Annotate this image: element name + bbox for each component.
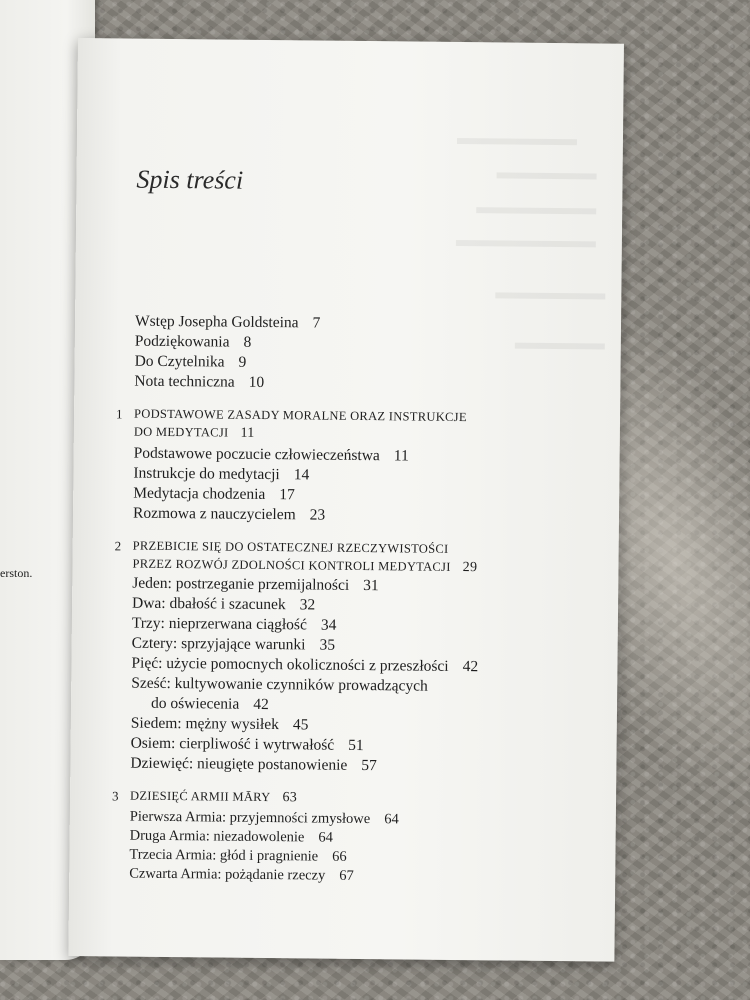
toc-title: Spis treści — [136, 164, 244, 195]
chapter-number: 2 — [114, 538, 122, 554]
toc-entry: Osiem: cierpliwość i wytrwałość 51 — [130, 734, 364, 755]
toc-entry: Czwarta Armia: pożądanie rzeczy 67 — [129, 865, 354, 884]
toc-front-item: Wstęp Josepha Goldsteina 7 — [134, 312, 321, 332]
toc-entry-continuation: do oświecenia 42 — [150, 694, 269, 714]
toc-entry: Medytacja chodzenia 17 — [133, 484, 295, 504]
chapter-title: DO MEDYTACJI 11 — [133, 424, 255, 441]
toc-entry: Trzecia Armia: głód i pragnienie 66 — [129, 846, 347, 865]
toc-entry: Cztery: sprzyjające warunki 35 — [131, 634, 336, 654]
toc-front-item: Podziękowania 8 — [134, 332, 252, 351]
chapter-title: DZIESIĘĆ ARMII MĀRY 63 — [129, 788, 298, 806]
toc-entry: Sześć: kultywowanie czynników prowadzących — [131, 674, 428, 695]
toc-entry: Jeden: postrzeganie przemijalności 31 — [132, 574, 379, 595]
book-page — [68, 38, 624, 962]
toc-entry: Pierwsza Armia: przyjemności zmysłowe 64 — [129, 808, 399, 828]
toc-entry: Dziewięć: nieugięte postanowienie 57 — [130, 754, 377, 775]
toc-entry: Siedem: mężny wysiłek 45 — [130, 714, 309, 734]
toc-entry: Instrukcje do medytacji 14 — [133, 464, 310, 484]
toc-entry: Druga Armia: niezadowolenie 64 — [129, 827, 333, 846]
chapter-title: PRZEBICIE SIĘ DO OSTATECZNEJ RZECZYWISTOŚCI — [132, 538, 449, 556]
chapter-number: 3 — [111, 788, 119, 804]
toc-entry: Trzy: nieprzerwana ciągłość 34 — [131, 614, 337, 634]
toc-entry: Rozmowa z nauczycielem 23 — [132, 504, 326, 524]
chapter-title: PRZEZ ROZWÓJ ZDOLNOŚCI KONTROLI MEDYTACJI 29 — [132, 556, 478, 576]
chapter-title: PODSTAWOWE ZASADY MORALNE ORAZ INSTRUKCJE — [133, 406, 467, 425]
left-page-fragment: erston. — [0, 566, 33, 580]
toc-entry: Pięć: użycie pomocnych okoliczności z przeszłości 42 — [131, 654, 479, 676]
toc-front-item: Do Czytelnika 9 — [134, 352, 247, 371]
chapter-number: 1 — [115, 406, 123, 422]
toc-entry: Podstawowe poczucie człowieczeństwa 11 — [133, 444, 409, 465]
toc-front-item: Nota techniczna 10 — [134, 372, 265, 391]
toc-entry: Dwa: dbałość i szacunek 32 — [131, 594, 316, 614]
